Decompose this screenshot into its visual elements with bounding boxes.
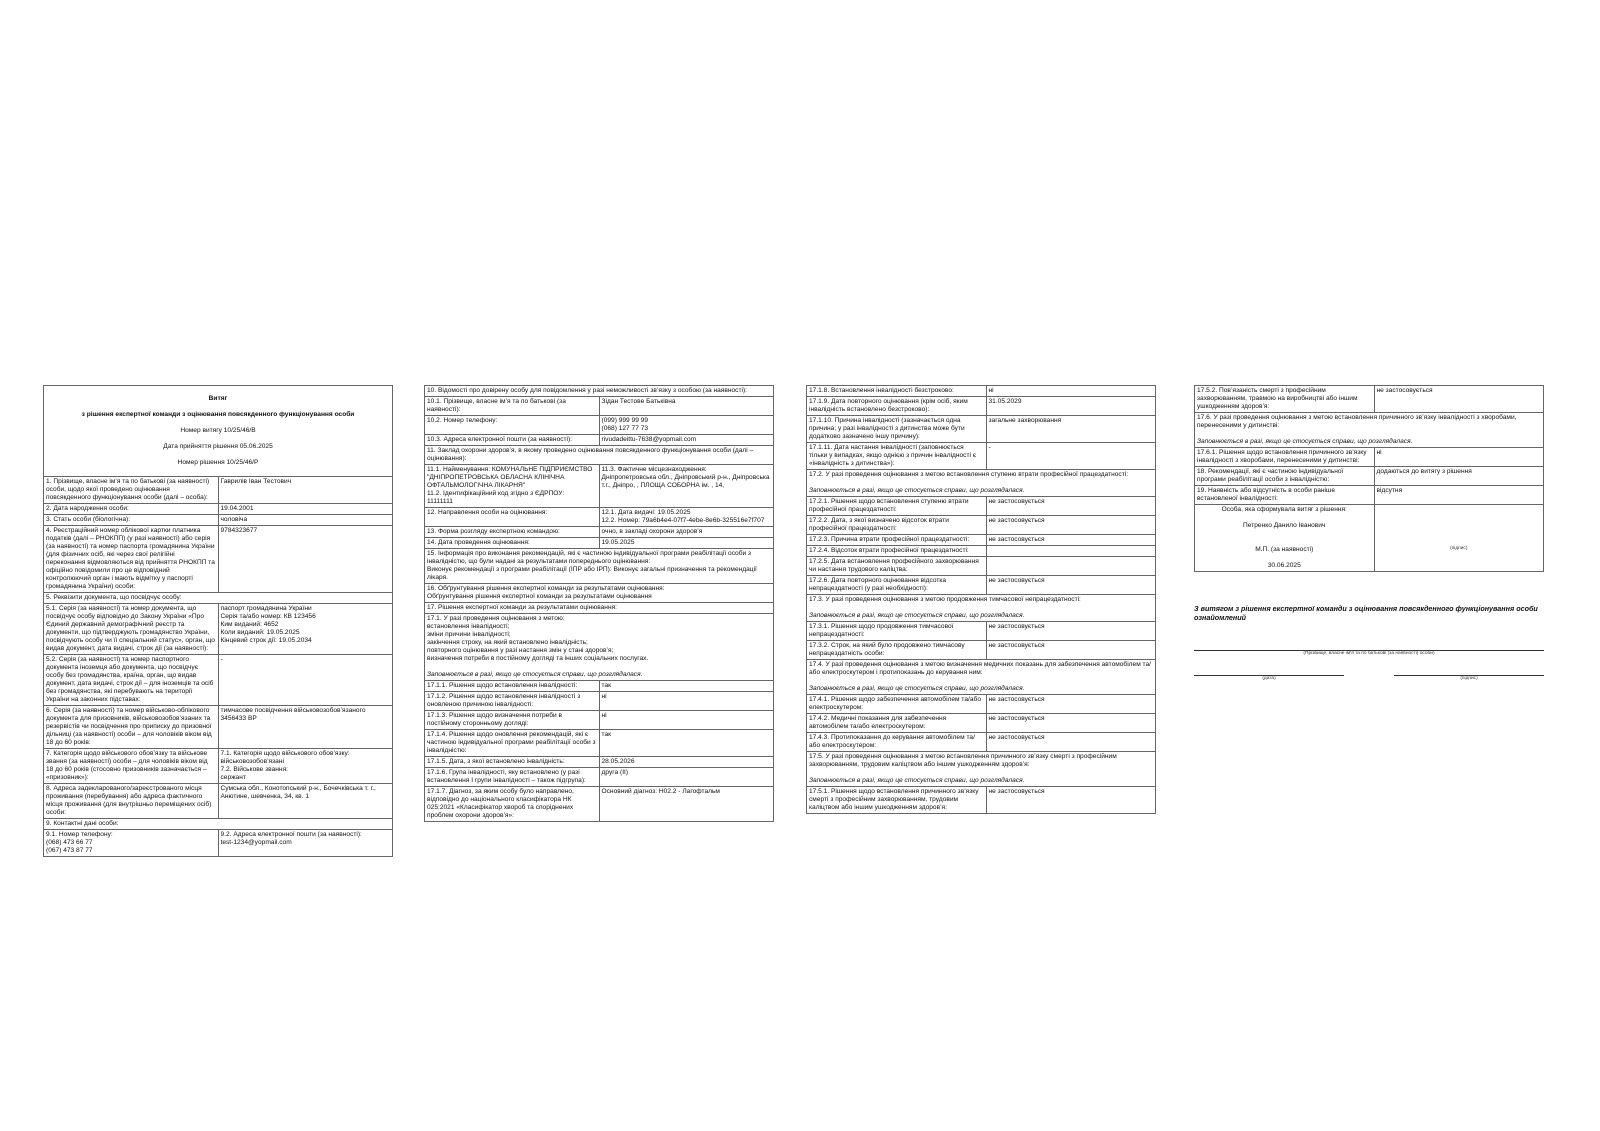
row-value — [986, 557, 1156, 576]
table-row — [807, 641, 1156, 660]
row-value: чоловіча — [218, 515, 393, 526]
table-row — [425, 768, 774, 787]
row-label: 14. Дата проведення оцінювання: — [425, 538, 600, 549]
row-label: 17.1.9. Дата повторного оцінювання (крім осіб, яким інвалідність встановлено безстроково): — [807, 397, 987, 416]
table-row — [44, 604, 393, 655]
row-label: 17.5.1. Рішення щодо встановлення причинного зв’язку смерті з професійним захворюванням, трудовим каліцтвом або іншим ушкодженням здоров’я: — [807, 787, 987, 814]
table-row — [425, 508, 774, 527]
page-2 — [424, 385, 774, 822]
section-heading: 17. Рішення експертної команди за результатами оцінювання: — [425, 603, 774, 614]
table-row — [44, 526, 393, 593]
section-heading — [425, 614, 774, 681]
section-heading — [807, 470, 1156, 497]
row-label: 13. Форма розгляду експертною командою: — [425, 527, 600, 538]
row-value — [986, 546, 1156, 557]
fill-note: Заповнюється в разі, якщо це стосується справи, що розглядалася. — [809, 487, 1025, 494]
row-label: 10.3. Адреса електронної пошти (за наявності): — [425, 435, 600, 446]
row-value: 11.3. Фактичне місцезнаходження: Дніпропетровська обл., Дніпровський р-н., Дніпровська т.г., Дніпро, , ПЛОЩА СОБОРНА ім. , 14, — [599, 465, 774, 508]
signer-label: Особа, яка сформувала витяг з рішення: — [1221, 506, 1347, 513]
table-row — [1195, 386, 1544, 413]
name-caption: (Прізвище, власне ім’я та по батькові (за наявності) особи) — [1303, 651, 1435, 656]
row-label: 17.2.2. Дата, з якої визначено відсоток втрати професійної працездатності: — [807, 516, 987, 535]
row-label: 11.1. Найменування: КОМУНАЛЬНЕ ПІДПРИЄМСТВО "ДНІПРОПЕТРОВСЬКА ОБЛАСНА КЛІНІЧНА ОФТАЛЬМОЛОГІЧНА ЛІКАРНЯ" 11.2. Ідентифікаційний код згідно з ЄДРПОУ: 11111111 — [425, 465, 600, 508]
row-value: не застосовується — [986, 787, 1156, 814]
row-value: не застосовується — [986, 497, 1156, 516]
row-value: друга (II) — [599, 768, 774, 787]
signer-name: Петренко Данило Іванович — [1243, 522, 1326, 529]
row-value: 7.1. Категорія щодо військового обов’язку: військовозобов’язані 7.2. Військове звання: сержант — [218, 749, 393, 784]
email-value: test-1234@yopmail.com — [220, 839, 292, 846]
row-value: не застосовується — [986, 576, 1156, 595]
table-row — [807, 416, 1156, 443]
section-heading — [807, 660, 1156, 695]
table-row — [44, 784, 393, 819]
stamp-label: М.П. (за наявності) — [1255, 546, 1314, 553]
table-row — [425, 538, 774, 549]
table-row — [44, 515, 393, 526]
section-heading: 5. Реквізити документа, що посвідчує особу: — [44, 593, 393, 604]
table-row — [425, 787, 774, 822]
row-label: 17.1.7. Діагноз, за яким особу було направлено, відповідно до національного класифікатора НК 025:2021 «Класифікатор хвороб та споріднених проблем охорони здоров’я»: — [425, 787, 600, 822]
row-value: загальне захворювання — [986, 416, 1156, 443]
row-value: не застосовується — [986, 733, 1156, 752]
row-value: - — [218, 655, 393, 706]
row-label: 17.6.1. Рішення щодо встановлення причинного зв’язку інвалідності з хворобами, перенесеними у дитинстві: — [1195, 448, 1375, 467]
row-label: 7. Категорія щодо військового обов’язку та військове звання (за наявності) особи – для чоловіків віком від 18 до 60 років (стосовно призовників зазначається – «призовник»): — [44, 749, 219, 784]
phone-cell — [44, 830, 219, 857]
page-1 — [43, 385, 393, 857]
signature-cell — [1374, 505, 1544, 572]
row-label: 17.1.2. Рішення щодо встановлення інвалідності з оновленою причиною інвалідності: — [425, 692, 600, 711]
signature-caption: (підпис) — [1450, 546, 1468, 551]
row-label: 17.5.2. Пов’язаність смерті з професійним захворюванням, травмою на виробництві або іншим ушкодженням здоров’я: — [1195, 386, 1375, 413]
row-label: 17.1.11. Дата настання інвалідності (заповнюється тільки у випадках, якщо однією з причин інвалідності є «інвалідність з дитинства»): — [807, 443, 987, 470]
table-row — [807, 787, 1156, 814]
date-caption: (дата) — [1262, 676, 1276, 681]
table-row — [807, 535, 1156, 546]
row-value: 9784323677 — [218, 526, 393, 593]
row-label: 17.4.2. Медичні показання для забезпечення автомобілем та/або електроскутером: — [807, 714, 987, 733]
row-label: 18. Рекомендації, які є частиною індивідуальної програми реабілітації особи з інвалідністю: — [1195, 467, 1375, 486]
table-row — [807, 386, 1156, 397]
row-label: 5.2. Серія (за наявності) та номер паспортного документа іноземця або документа, що посвідчує особу без громадянства, країна, орган, що видав документ, дата видачі, строк дії – для іноземців та осіб без громадянства, які перебувають на території України на законних підставах: — [44, 655, 219, 706]
fill-note: Заповнюється в разі, якщо це стосується справи, що розглядалася. — [809, 777, 1025, 784]
table-row — [807, 695, 1156, 714]
fill-note: Заповнюється в разі, якщо це стосується справи, що розглядалася. — [809, 685, 1025, 692]
row-value: ні — [599, 692, 774, 711]
decision-date: Дата прийняття рішення 05.06.2025 — [163, 443, 273, 450]
table-row — [44, 655, 393, 706]
row-label: 12. Направлення особи на оцінювання: — [425, 508, 600, 527]
table-row — [1195, 467, 1544, 486]
fill-note: Заповнюється в разі, якщо це стосується справи, що розглядалася. — [427, 671, 643, 678]
table-row — [425, 397, 774, 416]
page-4 — [1194, 385, 1544, 682]
row-label: 17.1.3. Рішення щодо визначення потреби в постійному сторонньому догляді: — [425, 711, 600, 730]
row-label: 17.3.1. Рішення щодо продовження тимчасової непрацездатності: — [807, 622, 987, 641]
row-value: Гаврилів Іван Тестович — [218, 477, 393, 504]
row-label: 2. Дата народження особи: — [44, 504, 219, 515]
row-label: 17.2.6. Дата повторного оцінювання відсотка непрацездатності (у разі необхідності): — [807, 576, 987, 595]
date-field — [1194, 675, 1344, 682]
table-row — [807, 443, 1156, 470]
table-row — [807, 576, 1156, 595]
row-label: 17.1.6. Група інвалідності, яку встановлено (у разі встановлення I групи інвалідності – також підгрупа): — [425, 768, 600, 787]
document-subtitle: з рішення експертної команди з оцінювання повсякденного функціонування особи — [81, 411, 355, 418]
table-row — [1195, 486, 1544, 505]
row-value: (099) 999 99 99 (068) 127 77 73 — [599, 416, 774, 435]
acknowledgement-title: З витягом з рішення експертної команди з оцінювання повсякденного функціонування особи ознайомлений — [1194, 604, 1538, 622]
table-row — [44, 830, 393, 857]
row-label: 17.4.3. Протипоказання до керування автомобілем та/або електроскутером: — [807, 733, 987, 752]
row-label: 17.3.2. Строк, на який було продовжено тимчасову непрацездатність особи: — [807, 641, 987, 660]
section-text: 17.6. У разі проведення оцінювання з метою встановлення причинного зв’язку інвалідності з хворобами, перенесеними у дитинстві: — [1197, 414, 1517, 429]
section-heading: 9. Контактні дані особи: — [44, 819, 393, 830]
row-value: Сумська обл., Конотопський р-н., Бочечківська т. г., Анютине, шевченка, 34, кв. 1 — [218, 784, 393, 819]
row-value: rivudadeittu-7638@yopmail.com — [599, 435, 774, 446]
row-label: 19. Наявність або відсутність в особи раніше встановленої інвалідності: — [1195, 486, 1375, 505]
section-heading — [807, 595, 1156, 622]
sign-caption: (підпис) — [1460, 676, 1478, 681]
table-row — [425, 527, 774, 538]
row-label: 17.2.5. Дата встановлення професійного захворювання чи настання трудового каліцтва: — [807, 557, 987, 576]
row-value: очно, в закладі охорони здоров’я — [599, 527, 774, 538]
row-label: 17.1.4. Рішення щодо оновлення рекомендацій, які є частиною індивідуальної програми реабілітації особи з інвалідністю: — [425, 730, 600, 757]
row-value: так — [599, 730, 774, 757]
document-title: Витяг — [208, 395, 228, 402]
acknowledgement-block — [1194, 604, 1544, 682]
row-value: не застосовується — [986, 535, 1156, 546]
row-value: не застосовується — [986, 622, 1156, 641]
row-label: 5.1. Серія (за наявності) та номер документа, що посвідчує особу відповідно до Закону України «Про Єдиний державний демографічний реєстр та документи, що підтверджують громадянство України, посвідчують особу чи її спеціальний статус», орган, що видав документ, дата видачі, строк дії (за наявності): — [44, 604, 219, 655]
row-label: 17.1.8. Встановлення інвалідності безстроково: — [807, 386, 987, 397]
row-label: 17.1.1. Рішення щодо встановлення інвалідності: — [425, 681, 600, 692]
table-row — [1195, 448, 1544, 467]
row-label: 17.2.1. Рішення щодо встановлення ступеню втрати професійної працездатності: — [807, 497, 987, 516]
document-header — [44, 386, 393, 477]
row-label: 3. Стать особи (біологічна): — [44, 515, 219, 526]
row-label: 17.2.3. Причина втрати професійної працездатності: — [807, 535, 987, 546]
section-heading: 10. Відомості про довірену особу для повідомлення у разі неможливості зв’язку з особою (за наявності): — [425, 386, 774, 397]
email-label: 9.2. Адреса електронної пошти (за наявності): — [220, 831, 362, 838]
table-row — [807, 622, 1156, 641]
section-text: 17.2. У разі проведення оцінювання з метою встановлення ступеню втрати професійної працездатності: — [809, 471, 1129, 478]
table-row — [44, 477, 393, 504]
fill-note: Заповнюється в разі, якщо це стосується справи, що розглядалася. — [809, 612, 1025, 619]
row-label: 17.4.1. Рішення щодо забезпечення автомобілем та/або електроскутером: — [807, 695, 987, 714]
extract-number: Номер витягу 10/25/46/В — [180, 427, 256, 434]
table-row — [425, 711, 774, 730]
row-value: 19.05.2025 — [599, 538, 774, 549]
signer-cell — [1195, 505, 1375, 572]
table-row — [807, 733, 1156, 752]
row-value: так — [599, 681, 774, 692]
row-value: додаються до витягу з рішення — [1374, 467, 1544, 486]
signature-date: 30.06.2025 — [1267, 562, 1301, 569]
decision-number: Номер рішення 10/25/46/Р — [177, 459, 259, 466]
table-row — [807, 546, 1156, 557]
row-value: ні — [599, 711, 774, 730]
table-row — [44, 706, 393, 749]
row-value: ні — [1374, 448, 1544, 467]
row-label: 10.1. Прізвище, власне ім’я та по батькові (за наявності): — [425, 397, 600, 416]
row-value: тимчасове посвідчення військовозобов’язаного 3456433 ВР — [218, 706, 393, 749]
page-3 — [806, 385, 1156, 814]
row-value: Зідан Тестове Батьківна — [599, 397, 774, 416]
table-row — [807, 557, 1156, 576]
section-text: 17.4. У разі проведення оцінювання з метою визначення медичних показань для забезпечення автомобілем та/або електроскутером і протипоказань до керування ним: — [809, 661, 1151, 676]
row-value: не застосовується — [986, 641, 1156, 660]
row-label: 17.1.10. Причина інвалідності (зазначається одна причина; у разі інвалідності з дитинства може бути додатково зазначено іншу причину): — [807, 416, 987, 443]
email-cell — [218, 830, 393, 857]
table-row — [807, 714, 1156, 733]
table-row — [425, 465, 774, 508]
section-heading — [1195, 413, 1544, 448]
table-row — [425, 757, 774, 768]
table-row — [807, 516, 1156, 535]
table-row — [807, 497, 1156, 516]
sign-field — [1394, 675, 1544, 682]
row-value: ні — [986, 386, 1156, 397]
fill-note: Заповнюється в разі, якщо це стосується справи, що розглядалася. — [1197, 438, 1413, 445]
table-row — [44, 504, 393, 515]
row-value: не застосовується — [986, 516, 1156, 535]
row-value: не застосовується — [986, 714, 1156, 733]
row-value: - — [986, 443, 1156, 470]
table-row — [425, 435, 774, 446]
row-label: 17.2.4. Відсоток втрати професійної працездатності: — [807, 546, 987, 557]
table-row — [425, 730, 774, 757]
row-value: 31.05.2029 — [986, 397, 1156, 416]
row-label: 8. Адреса задекларованого/зареєстрованого місця проживання (перебування) або адреса фактичного місця проживання (для внутрішньо переміщених осіб) особи: — [44, 784, 219, 819]
table-row — [425, 416, 774, 435]
section-text: 17.1. У разі проведення оцінювання з метою: встановлення інвалідності; зміни причини інвалідності; закінчення строку, на який встановлено інвалідність; повторного оцінювання у разі настання змін у стані здоров’я; визначення потреби в постійному догляді та інших соціальних послугах. — [427, 615, 649, 662]
section-heading: 16. Обґрунтування рішення експертної команди за результатами оцінювання: Обґрунтування рішення експертної команди за результатами оцінювання — [425, 584, 774, 603]
section-heading — [807, 752, 1156, 787]
row-value: не застосовується — [986, 695, 1156, 714]
table-row — [425, 692, 774, 711]
row-value: Основний діагноз: H02.2 - Лагофтальм — [599, 787, 774, 822]
row-label: 1. Прізвище, власне ім’я та по батькові (за наявності) особи, щодо якої проведено оцінювання повсякденного функціонування особи (далі – особа): — [44, 477, 219, 504]
row-value: не застосовується — [1374, 386, 1544, 413]
section-heading: 11. Заклад охорони здоров’я, в якому проведено оцінювання повсякденного функціонування особи (далі – оцінювання): — [425, 446, 774, 465]
row-label: 6. Серія (за наявності) та номер військово-облікового документа для призовників, військовозобов’язаних та резервістів чи посвідчення про приписку до призовної дільниці (за наявності) особи – для чоловіків віком від 18 до 60 років: — [44, 706, 219, 749]
table-row — [44, 749, 393, 784]
row-value: відсутня — [1374, 486, 1544, 505]
signature-row — [1195, 505, 1544, 572]
section-text: 17.5. У разі проведення оцінювання з метою встановлення причинного зв’язку смерті з професійним захворюванням, трудовим каліцтвом або іншим ушкодженням здоров’я: — [809, 753, 1117, 768]
row-label: 17.1.5. Дата, з якої встановлено інвалідність: — [425, 757, 600, 768]
table-row — [425, 681, 774, 692]
section-heading: 15. Інформація про виконання рекомендацій, які є частиною індивідуальної програми реабілітації особи з інвалідністю, що були надані за результатами попереднього оцінювання: Виконує рекомендації з програми реабілітації (ІПР або ІРП): Виконує загальні призначення та рекомендації лікаря. — [425, 549, 774, 584]
row-value: 19.04.2001 — [218, 504, 393, 515]
row-label: 10.2. Номер телефону: — [425, 416, 600, 435]
section-text: 17.3. У разі проведення оцінювання з метою продовження тимчасової непрацездатності: — [809, 596, 1081, 603]
table-row — [807, 397, 1156, 416]
phone-values: (068) 473 66 77 (067) 473 87 77 — [46, 839, 93, 854]
row-value: 12.1. Дата видачі: 19.05.2025 12.2. Номер: 79a6b4e4-07f7-4ebe-8e6b-325516e7f707 — [599, 508, 774, 527]
phone-label: 9.1. Номер телефону: — [46, 831, 113, 838]
row-label: 4. Реєстраційний номер облікової картки платника податків (далі – РНОКПП) (у разі наявності) або серія (за наявності) та номер паспорта громадянина України (для фізичних осіб, які через свої релігійні переконання відмовляються від прийняття РНОКПП та офіційно повідомили про це відповідний контролюючий орган і мають відмітку у паспорті громадянина України) особи: — [44, 526, 219, 593]
row-value: 28.05.2026 — [599, 757, 774, 768]
row-value: паспорт громадянина України Серія та/або номер: КВ 123456 Ким виданий: 4652 Коли виданий: 19.05.2025 Кінцевий строк дії: 19.05.2034 — [218, 604, 393, 655]
